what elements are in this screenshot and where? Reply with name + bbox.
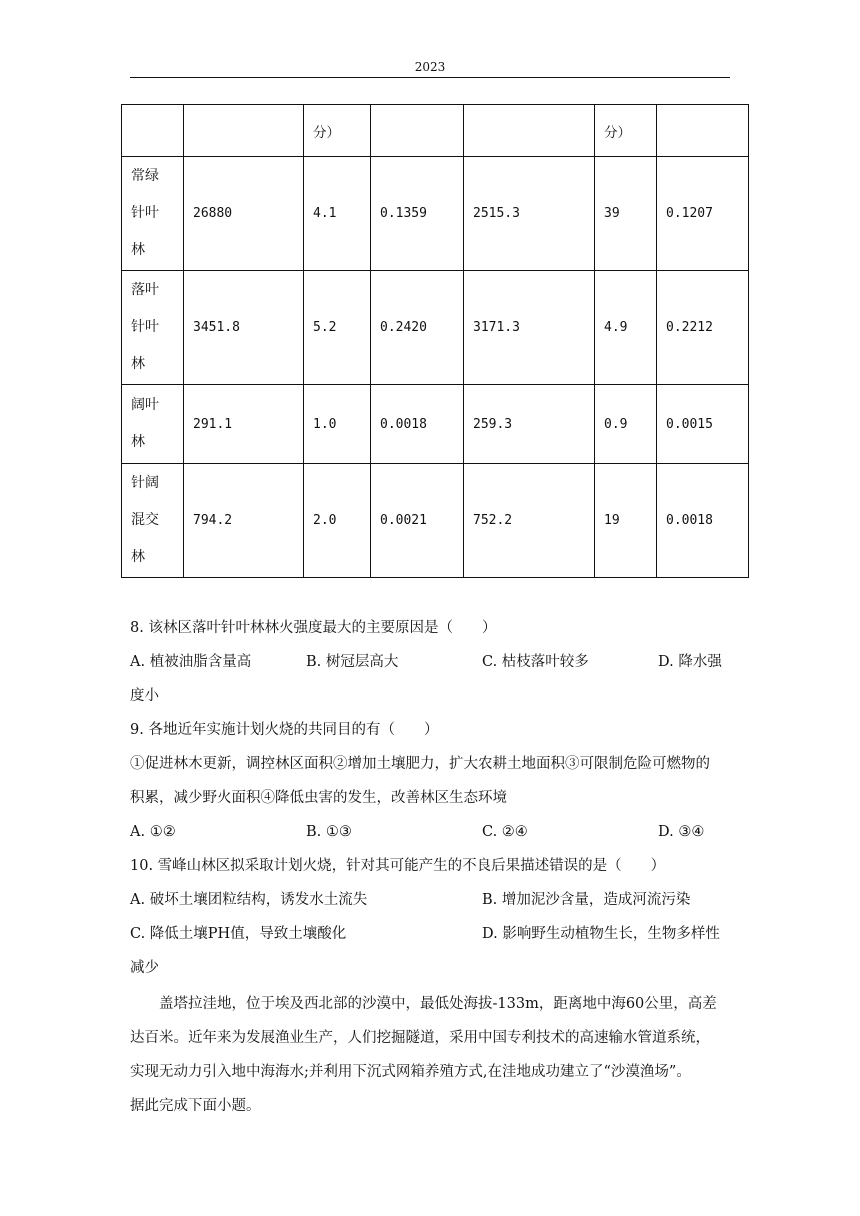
table-header-cell: 分）	[304, 105, 371, 157]
table-cell: 4.1	[304, 157, 371, 271]
question-9-statements-line-1: ①促进林木更新，调控林区面积②增加土壤肥力，扩大农耕土地面积③可限制危险可燃物的	[130, 756, 710, 772]
table-cell: 2515.3	[464, 157, 595, 271]
table-cell: 1.0	[304, 385, 371, 464]
question-10-option-wrap: 减少	[130, 960, 159, 976]
forest-type-cell: 常绿 针叶 林	[122, 157, 184, 271]
table-header-cell	[464, 105, 595, 157]
table-cell: 4.9	[595, 271, 657, 385]
table-cell: 19	[595, 464, 657, 578]
question-10-stem: 10. 雪峰山林区拟采取计划火烧，针对其可能产生的不良后果描述错误的是（ ）	[130, 858, 666, 874]
question-9-option-c: C. ②④	[482, 824, 528, 840]
table-header-cell	[122, 105, 184, 157]
table-cell: 0.0018	[657, 464, 749, 578]
question-10-option-c: C. 降低土壤PH值，导致土壤酸化	[130, 926, 347, 942]
table-row	[122, 157, 749, 271]
question-10-option-b: B. 增加泥沙含量，造成河流污染	[482, 892, 691, 908]
passage-line-1: 盖塔拉洼地，位于埃及西北部的沙漠中，最低处海拔-133m，距离地中海60公里，高差	[159, 996, 717, 1012]
table-cell: 0.0018	[371, 385, 464, 464]
question-9-option-d: D. ③④	[658, 824, 705, 840]
table-cell: 39	[595, 157, 657, 271]
question-8-stem: 8. 该林区落叶针叶林林火强度最大的主要原因是（ ）	[130, 620, 497, 636]
forest-type-cell: 针阔 混交 林	[122, 464, 184, 578]
question-9-stem: 9. 各地近年实施计划火烧的共同目的有（ ）	[130, 722, 439, 738]
table-header-row	[122, 105, 749, 157]
table-cell: 752.2	[464, 464, 595, 578]
page-header-year: 2023	[414, 60, 446, 74]
question-10-option-a: A. 破坏土壤团粒结构，诱发水土流失	[130, 892, 368, 908]
table-cell: 2.0	[304, 464, 371, 578]
question-8-option-d: D. 降水强	[658, 654, 722, 670]
table-cell: 0.0015	[657, 385, 749, 464]
table-cell: 3451.8	[184, 271, 304, 385]
table-cell: 0.2212	[657, 271, 749, 385]
table-cell: 0.1359	[371, 157, 464, 271]
table-cell: 794.2	[184, 464, 304, 578]
question-8-option-b: B. 树冠层高大	[306, 654, 399, 670]
table-cell: 26880	[184, 157, 304, 271]
table-cell: 0.2420	[371, 271, 464, 385]
table-header-cell	[657, 105, 749, 157]
table-cell: 0.1207	[657, 157, 749, 271]
question-10-option-d: D. 影响野生动植物生长，生物多样性	[482, 926, 720, 942]
question-9-option-a: A. ①②	[130, 824, 176, 840]
passage-line-4: 据此完成下面小题。	[130, 1098, 261, 1114]
question-8-option-a: A. 植被油脂含量高	[130, 654, 252, 670]
header-rule	[130, 77, 730, 78]
table-row	[122, 271, 749, 385]
table-header-cell	[371, 105, 464, 157]
table-header-cell: 分）	[595, 105, 657, 157]
table-row	[122, 464, 749, 578]
question-8-option-wrap: 度小	[130, 688, 159, 704]
table-cell: 291.1	[184, 385, 304, 464]
table-cell: 0.9	[595, 385, 657, 464]
question-9-statements-line-2: 积累，减少野火面积④降低虫害的发生，改善林区生态环境	[130, 790, 507, 806]
table-cell: 0.0021	[371, 464, 464, 578]
table-cell: 5.2	[304, 271, 371, 385]
table-row	[122, 385, 749, 464]
forest-fire-table	[121, 104, 749, 578]
passage-line-3: 实现无动力引入地中海海水;并利用下沉式网箱养殖方式,在洼地成功建立了“沙漠渔场”。	[130, 1064, 691, 1080]
forest-type-cell: 阔叶 林	[122, 385, 184, 464]
question-9-option-b: B. ①③	[306, 824, 352, 840]
table-cell: 3171.3	[464, 271, 595, 385]
passage-line-2: 达百米。近年来为发展渔业生产，人们挖掘隧道，采用中国专利技术的高速输水管道系统，	[130, 1030, 710, 1046]
forest-type-cell: 落叶 针叶 林	[122, 271, 184, 385]
table-cell: 259.3	[464, 385, 595, 464]
question-8-option-c: C. 枯枝落叶较多	[482, 654, 589, 670]
table-header-cell	[184, 105, 304, 157]
